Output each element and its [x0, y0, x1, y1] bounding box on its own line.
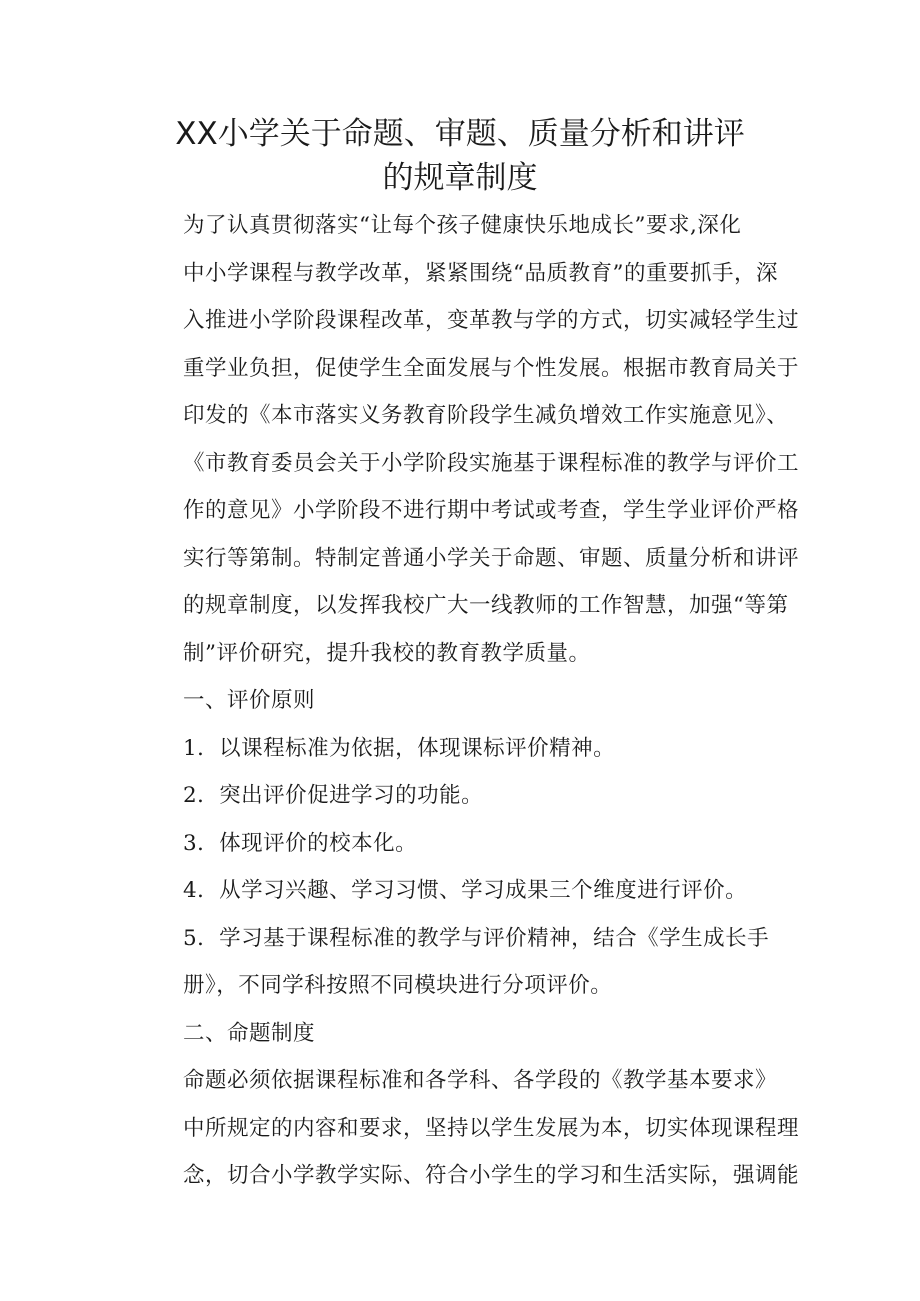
principle-item-5 [137, 915, 801, 1010]
intro-line: 实行等第制。特制定普通小学关于命题、审题、质量分析和讲评 [183, 545, 800, 571]
intro-line: 印发的《本市落实义务教育阶段学生减负增效工作实施意见》、 [183, 403, 789, 428]
document-body [137, 202, 801, 1200]
intro-line: 制”评价研究，提升我校的教育教学质量。 [183, 640, 591, 666]
intro-line: 重学业负担，促使学生全面发展与个性发展。根据市教育局关于 [183, 355, 800, 381]
intro-line: 的规章制度，以发挥我校广大一线教师的工作智慧，加强“等第 [183, 593, 789, 618]
intro-line: 《市教育委员会关于小学阶段实施基于课程标准的教学与评价工 [183, 450, 800, 476]
principle-item: 3．体现评价的校本化。 [183, 830, 418, 856]
principle-item: 2．突出评价促进学习的功能。 [183, 783, 484, 808]
intro-line: 为了认真贯彻落实“让每个孩子健康快乐地成长”要求,深化 [183, 213, 742, 238]
intro-line: 作的意见》小学阶段不进行期中考试或考查，学生学业评价严格 [183, 498, 800, 523]
intro-line: 中小学课程与教学改革，紧紧围绕“品质教育”的重要抓手，深 [183, 260, 778, 286]
principle-item: 1．以课程标准为依据，体现课标评价精神。 [183, 735, 616, 761]
section-heading-proposition: 二、命题制度 [183, 1020, 316, 1046]
intro-paragraph [137, 202, 801, 677]
proposition-line: 念，切合小学教学实际、符合小学生的学习和生活实际，强调能 [183, 1163, 800, 1188]
principle-item: 4．从学习兴趣、学习习惯、学习成果三个维度进行评价。 [183, 878, 748, 903]
proposition-line: 中所规定的内容和要求，坚持以学生发展为本，切实体现课程理 [183, 1115, 800, 1141]
section-heading-principles: 一、评价原则 [183, 688, 316, 713]
document-title [0, 112, 920, 200]
principle-5-line: 册》，不同学科按照不同模块进行分项评价。 [183, 973, 613, 998]
principle-5-line: 5．学习基于课程标准的教学与评价精神，结合《学生成长手 [183, 925, 770, 951]
proposition-line: 命题必须依据课程标准和各学科、各学段的《教学基本要求》 [183, 1068, 778, 1093]
proposition-paragraph [137, 1057, 801, 1200]
title-line-1: XX小学关于命题、审题、质量分析和讲评 [175, 116, 745, 152]
intro-line: 入推进小学阶段课程改革，变革教与学的方式，切实减轻学生过 [183, 308, 800, 333]
title-line-2: 的规章制度 [382, 160, 538, 196]
